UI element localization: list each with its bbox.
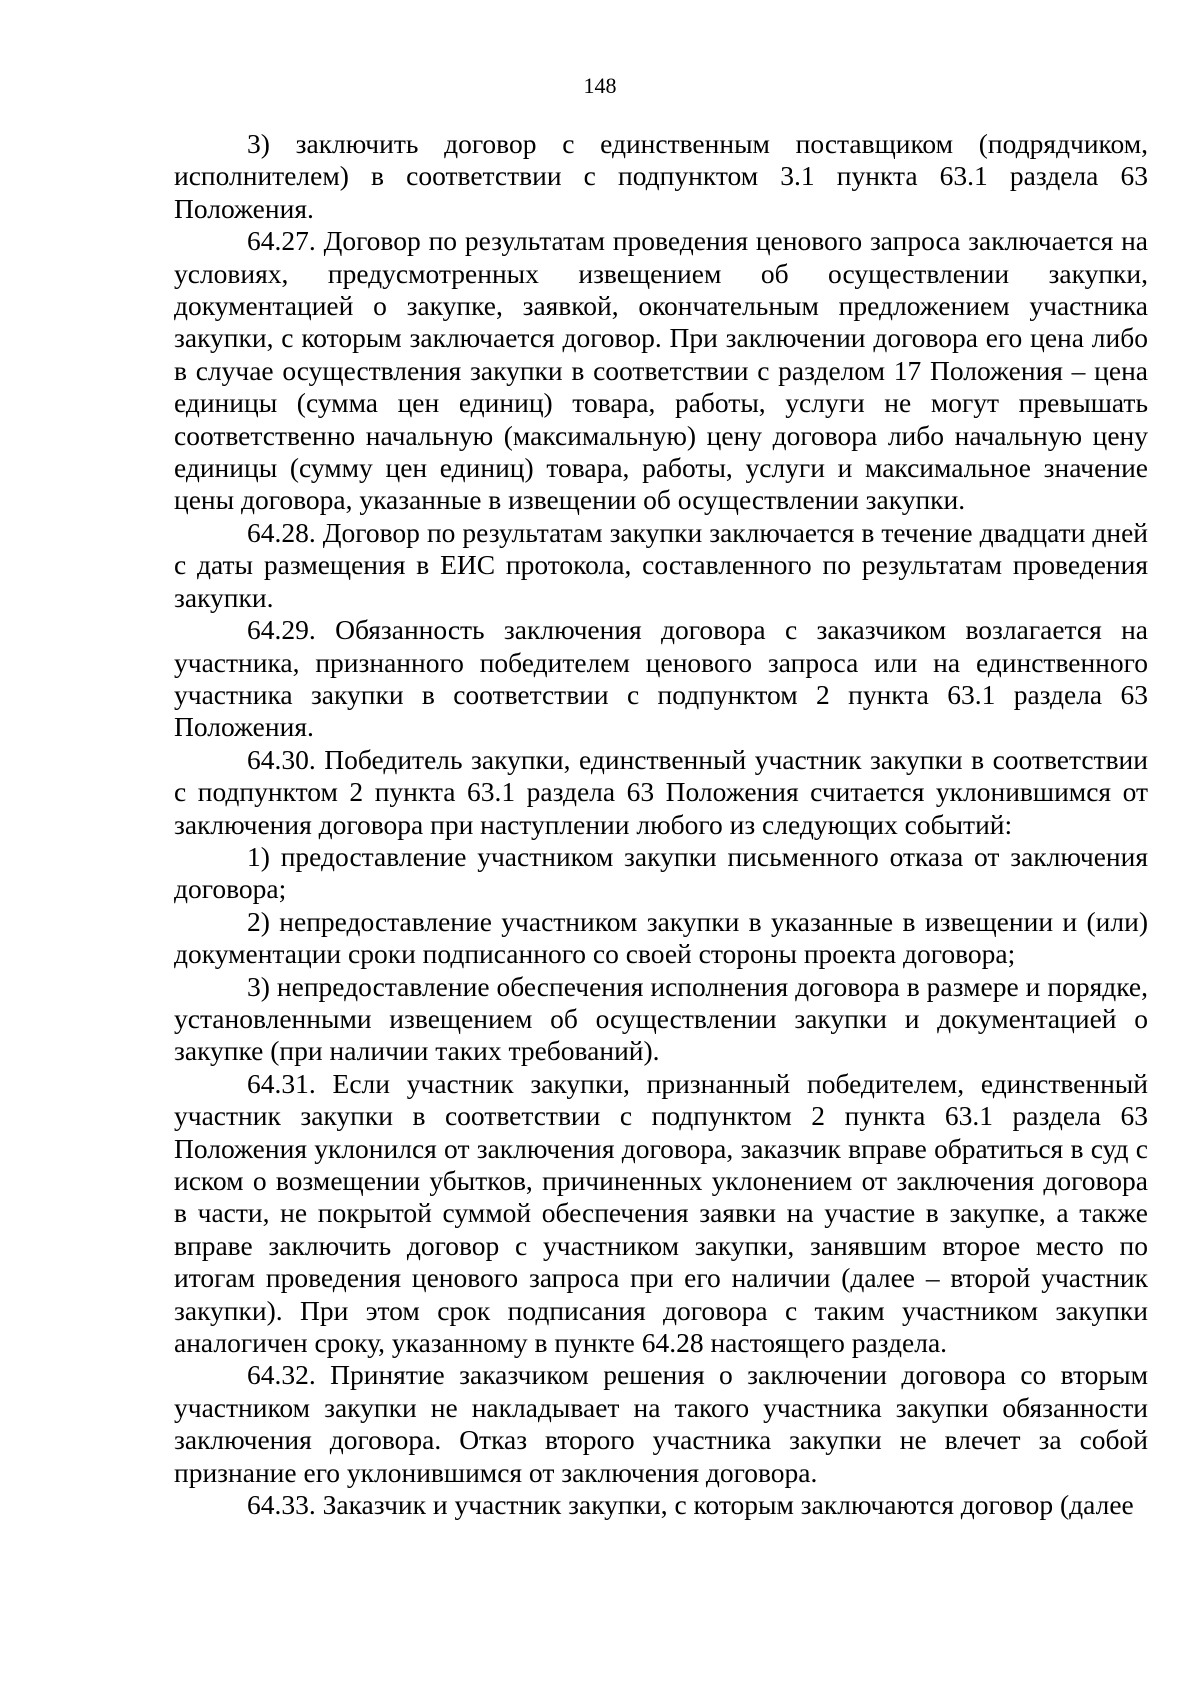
paragraph-64-27: 64.27. Договор по результатам проведения ценового запроса заключается на условиях, предусмотренных извещением об осуществлении закупки, документацией о закупке, заявкой, окончательным предложением участника закупки, с которым заключается договор. При заключении договора его цена либо в случае осуществления закупки в соответствии с разделом 17 Положения – цена единицы (сумма цен единиц) товара, работы, услуги не могут превышать соответственно начальную (максимальную) цену договора либо начальную цену единицы (сумму цен единиц) товара, работы, услуги и максимальное значение цены договора, указанные в извещении об осуществлении закупки. (174, 225, 1148, 516)
paragraph-64-33: 64.33. Заказчик и участник закупки, с которым заключаются договор (далее (247, 1489, 1134, 1521)
paragraph-64-28: 64.28. Договор по результатам закупки заключается в течение двадцати дней с даты размещения в ЕИС протокола, составленного по результатам проведения закупки. (174, 516, 1148, 613)
document-body (174, 128, 1148, 1521)
paragraph-item-3: 3) заключить договор с единственным поставщиком (подрядчиком, исполнителем) в соответствии с подпунктом 3.1 пункта 63.1 раздела 63 Положения. (174, 128, 1148, 224)
paragraph-64-31: 64.31. Если участник закупки, признанный победителем, единственный участник закупки в соответствии с подпунктом 2 пункта 63.1 раздела 63 Положения уклонился от заключения договора, заказчик вправе обратиться в суд с иском о возмещении убытков, причиненных уклонением от заключения договора в части, не покрытой суммой обеспечения заявки на участие в закупке, а также вправе заключить договор с участником закупки, занявшим второе место по итогам проведения ценового запроса при его наличии (далее – второй участник закупки). При этом срок подписания договора с таким участником закупки аналогичен сроку, указанному в пункте 64.28 настоящего раздела. (174, 1067, 1148, 1359)
paragraph-64-29: 64.29. Обязанность заключения договора с заказчиком возлагается на участника, признанного победителем ценового запроса или на единственного участника закупки в соответствии с подпунктом 2 пункта 63.1 раздела 63 Положения. (174, 614, 1148, 743)
paragraph-64-30-item-3: 3) непредоставление обеспечения исполнения договора в размере и порядке, установленными извещением об осуществлении закупки и документацией о закупке (при наличии таких требований). (174, 970, 1148, 1067)
paragraph-64-32: 64.32. Принятие заказчиком решения о заключении договора со вторым участником закупки не накладывает на такого участника закупки обязанности заключения договора. Отказ второго участника закупки не влечет за собой признание его уклонившимся от заключения договора. (174, 1359, 1148, 1488)
paragraph-64-30: 64.30. Победитель закупки, единственный участник закупки в соответствии с подпунктом 2 пункта 63.1 раздела 63 Положения считается уклонившимся от заключения договора при наступлении любого из следующих событий: (174, 743, 1148, 840)
page-number: 148 (583, 73, 617, 98)
paragraph-64-30-item-2: 2) непредоставление участником закупки в указанные в извещении и (или) документации сроки подписанного со своей стороны проекта договора; (174, 905, 1148, 970)
paragraph-64-30-item-1: 1) предоставление участником закупки письменного отказа от заключения договора; (174, 840, 1148, 905)
